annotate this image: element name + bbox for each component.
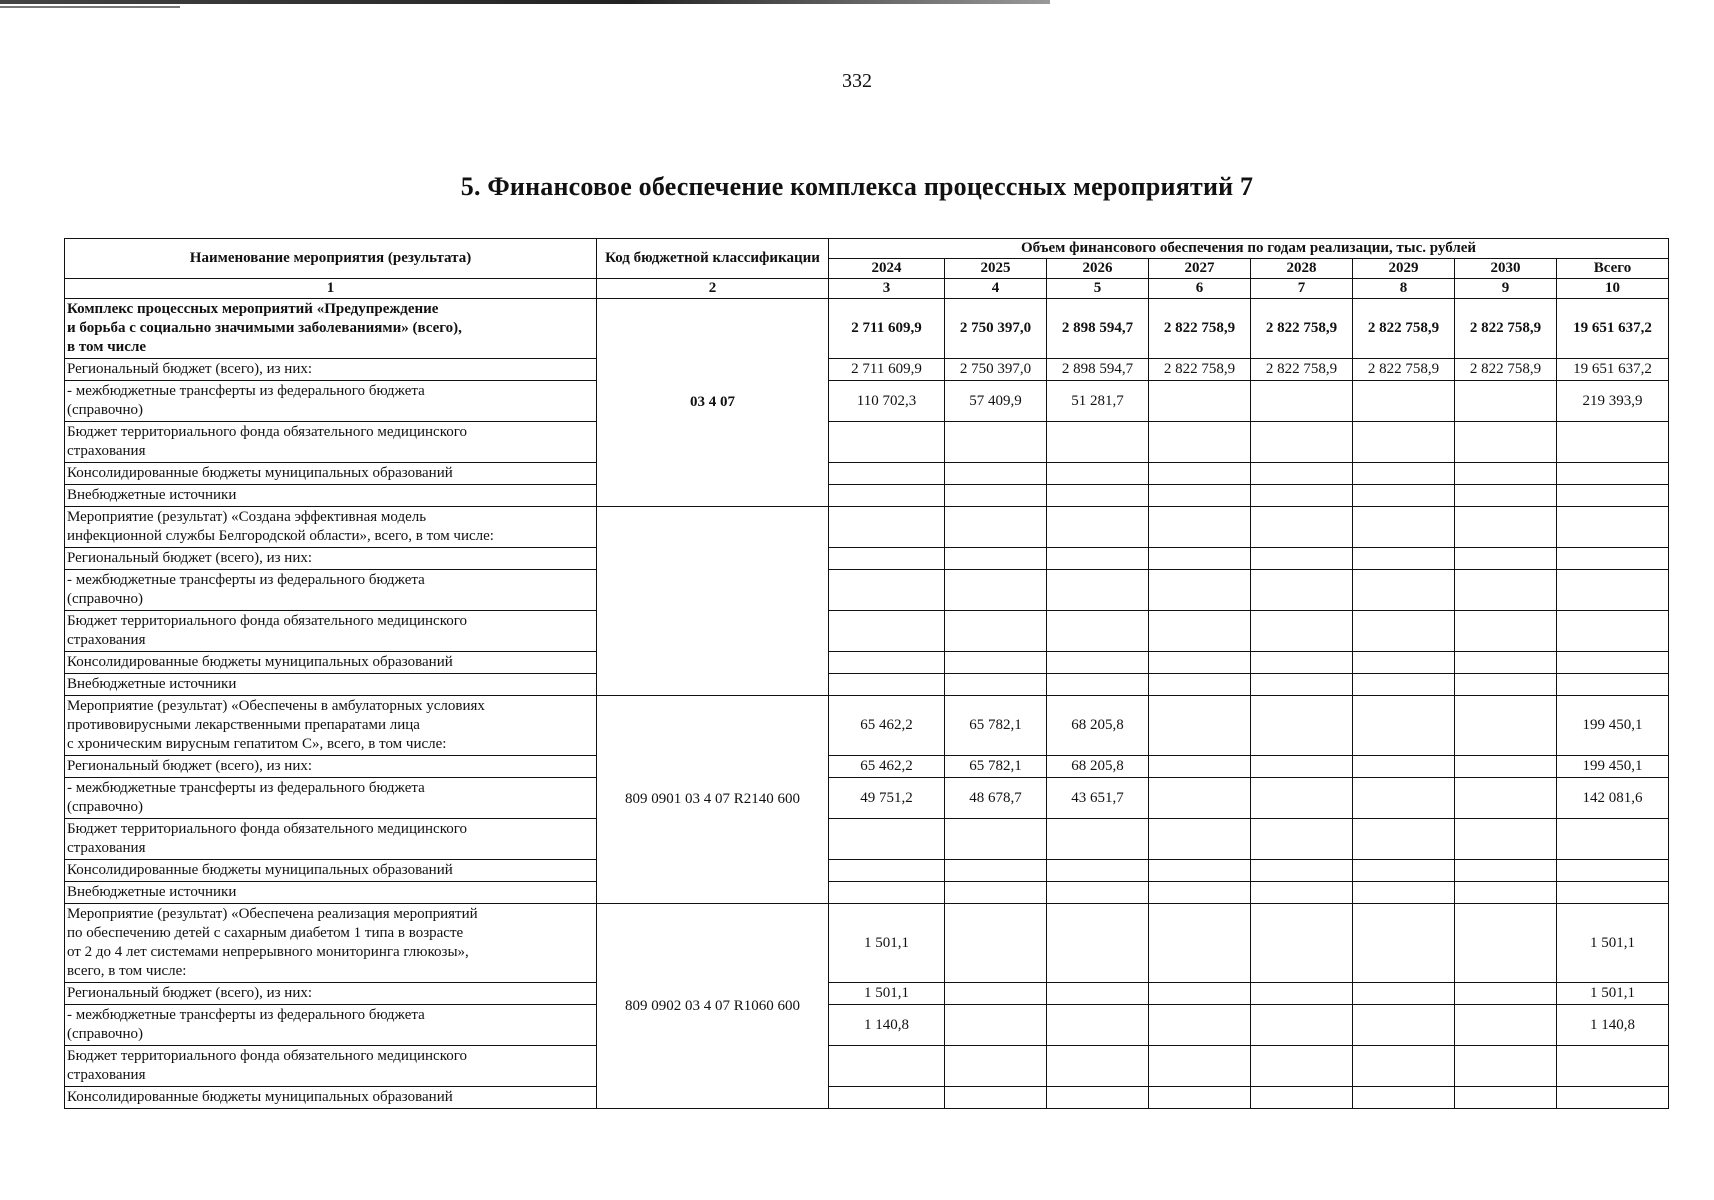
column-index: 10 bbox=[1557, 279, 1669, 299]
year-value bbox=[1047, 1087, 1149, 1109]
table-row bbox=[65, 904, 1669, 983]
budget-code bbox=[597, 507, 829, 696]
table-row bbox=[65, 570, 1669, 611]
year-value bbox=[829, 548, 945, 570]
financing-table bbox=[64, 238, 1669, 1109]
year-value bbox=[829, 507, 945, 548]
year-value bbox=[829, 652, 945, 674]
year-value: 2 822 758,9 bbox=[1149, 299, 1251, 359]
column-index: 9 bbox=[1455, 279, 1557, 299]
year-value bbox=[1251, 570, 1353, 611]
table-row bbox=[65, 860, 1669, 882]
year-value: 2 822 758,9 bbox=[1455, 359, 1557, 381]
table-row bbox=[65, 756, 1669, 778]
table-row bbox=[65, 507, 1669, 548]
year-value bbox=[1047, 652, 1149, 674]
row-name: Мероприятие (результат) «Обеспечена реализация мероприятий по обеспечению детей с сахарным диабетом 1 типа в возрасте от 2 до 4 лет системами непрерывного мониторинга глюкозы», всего, в том числе: bbox=[65, 904, 597, 983]
year-value bbox=[1047, 904, 1149, 983]
year-value bbox=[945, 882, 1047, 904]
row-name: Консолидированные бюджеты муниципальных образований bbox=[65, 652, 597, 674]
total-value bbox=[1557, 463, 1669, 485]
table-row bbox=[65, 1046, 1669, 1087]
year-value bbox=[1149, 696, 1251, 756]
year-value bbox=[1251, 463, 1353, 485]
column-index: 7 bbox=[1251, 279, 1353, 299]
year-value bbox=[1455, 882, 1557, 904]
year-value bbox=[1251, 422, 1353, 463]
year-value bbox=[1353, 674, 1455, 696]
column-index: 4 bbox=[945, 279, 1047, 299]
year-value bbox=[1251, 507, 1353, 548]
year-value bbox=[1251, 778, 1353, 819]
year-value: 2 822 758,9 bbox=[1149, 359, 1251, 381]
year-value bbox=[1353, 611, 1455, 652]
row-name: Бюджет территориального фонда обязательного медицинского страхования bbox=[65, 422, 597, 463]
total-value: 1 501,1 bbox=[1557, 904, 1669, 983]
year-value bbox=[945, 819, 1047, 860]
year-value bbox=[1149, 983, 1251, 1005]
year-value: 2 822 758,9 bbox=[1353, 299, 1455, 359]
year-value bbox=[945, 548, 1047, 570]
row-name: Комплекс процессных мероприятий «Предупреждение и борьба с социально значимыми заболеваниями» (всего), в том числе bbox=[65, 299, 597, 359]
scan-top-border-thin bbox=[0, 6, 180, 8]
total-value bbox=[1557, 1046, 1669, 1087]
year-value bbox=[829, 570, 945, 611]
table-row bbox=[65, 1087, 1669, 1109]
year-value bbox=[1149, 548, 1251, 570]
year-value bbox=[1455, 756, 1557, 778]
year-value bbox=[945, 611, 1047, 652]
row-name: Консолидированные бюджеты муниципальных образований bbox=[65, 463, 597, 485]
total-value bbox=[1557, 570, 1669, 611]
row-name: Региональный бюджет (всего), из них: bbox=[65, 548, 597, 570]
year-value: 1 501,1 bbox=[829, 904, 945, 983]
year-value bbox=[1251, 485, 1353, 507]
header-year: 2029 bbox=[1353, 259, 1455, 279]
year-value bbox=[1149, 1046, 1251, 1087]
year-value bbox=[1251, 819, 1353, 860]
year-value bbox=[1047, 548, 1149, 570]
year-value bbox=[829, 463, 945, 485]
year-value bbox=[1149, 463, 1251, 485]
row-name: - межбюджетные трансферты из федерального бюджета (справочно) bbox=[65, 570, 597, 611]
year-value: 68 205,8 bbox=[1047, 696, 1149, 756]
year-value bbox=[1353, 381, 1455, 422]
row-name: Бюджет территориального фонда обязательного медицинского страхования bbox=[65, 611, 597, 652]
total-value: 142 081,6 bbox=[1557, 778, 1669, 819]
year-value: 65 782,1 bbox=[945, 696, 1047, 756]
year-value bbox=[829, 1087, 945, 1109]
total-value bbox=[1557, 819, 1669, 860]
year-value bbox=[1455, 696, 1557, 756]
year-value: 48 678,7 bbox=[945, 778, 1047, 819]
column-index: 1 bbox=[65, 279, 597, 299]
total-value bbox=[1557, 860, 1669, 882]
year-value bbox=[1455, 507, 1557, 548]
year-value bbox=[1149, 422, 1251, 463]
year-value bbox=[1047, 570, 1149, 611]
total-value bbox=[1557, 674, 1669, 696]
year-value: 68 205,8 bbox=[1047, 756, 1149, 778]
year-value bbox=[1455, 611, 1557, 652]
year-value bbox=[1047, 983, 1149, 1005]
row-name: - межбюджетные трансферты из федерального бюджета (справочно) bbox=[65, 381, 597, 422]
row-name: Внебюджетные источники bbox=[65, 485, 597, 507]
year-value bbox=[1047, 860, 1149, 882]
year-value bbox=[1353, 983, 1455, 1005]
year-value bbox=[1047, 507, 1149, 548]
table-row bbox=[65, 1005, 1669, 1046]
page-number: 332 bbox=[842, 70, 872, 92]
year-value: 2 750 397,0 bbox=[945, 359, 1047, 381]
year-value bbox=[945, 570, 1047, 611]
year-value bbox=[1353, 570, 1455, 611]
year-value bbox=[945, 652, 1047, 674]
year-value bbox=[1455, 548, 1557, 570]
year-value: 65 462,2 bbox=[829, 756, 945, 778]
year-value bbox=[1455, 485, 1557, 507]
total-value: 219 393,9 bbox=[1557, 381, 1669, 422]
year-value: 2 822 758,9 bbox=[1455, 299, 1557, 359]
year-value bbox=[829, 422, 945, 463]
year-value bbox=[1455, 422, 1557, 463]
year-value bbox=[1149, 819, 1251, 860]
year-value bbox=[1251, 860, 1353, 882]
year-value bbox=[1047, 1005, 1149, 1046]
year-value: 2 898 594,7 bbox=[1047, 299, 1149, 359]
year-value: 49 751,2 bbox=[829, 778, 945, 819]
year-value: 65 462,2 bbox=[829, 696, 945, 756]
column-index: 6 bbox=[1149, 279, 1251, 299]
year-value bbox=[1353, 507, 1455, 548]
total-value bbox=[1557, 422, 1669, 463]
year-value bbox=[1149, 507, 1251, 548]
year-value bbox=[1047, 882, 1149, 904]
table-row bbox=[65, 548, 1669, 570]
row-name: Мероприятие (результат) «Обеспечены в амбулаторных условиях противовирусными лекарственными препаратами лица с хроническим вирусным гепатитом С», всего, в том числе: bbox=[65, 696, 597, 756]
year-value bbox=[1251, 983, 1353, 1005]
year-value bbox=[1353, 778, 1455, 819]
year-value bbox=[945, 485, 1047, 507]
year-value bbox=[1251, 1005, 1353, 1046]
year-value bbox=[1353, 696, 1455, 756]
total-value bbox=[1557, 507, 1669, 548]
year-value: 1 501,1 bbox=[829, 983, 945, 1005]
year-value: 51 281,7 bbox=[1047, 381, 1149, 422]
total-value bbox=[1557, 1087, 1669, 1109]
year-value bbox=[829, 485, 945, 507]
year-value bbox=[1353, 882, 1455, 904]
total-value: 1 140,8 bbox=[1557, 1005, 1669, 1046]
year-value bbox=[1455, 860, 1557, 882]
year-value bbox=[1251, 696, 1353, 756]
year-value bbox=[945, 860, 1047, 882]
year-value bbox=[1353, 422, 1455, 463]
year-value bbox=[1251, 882, 1353, 904]
year-value bbox=[1251, 611, 1353, 652]
year-value bbox=[1353, 860, 1455, 882]
year-value: 43 651,7 bbox=[1047, 778, 1149, 819]
year-value: 2 822 758,9 bbox=[1251, 359, 1353, 381]
year-value bbox=[1149, 674, 1251, 696]
year-value bbox=[1149, 652, 1251, 674]
year-value bbox=[945, 904, 1047, 983]
year-value bbox=[1149, 904, 1251, 983]
year-value: 1 140,8 bbox=[829, 1005, 945, 1046]
table-row bbox=[65, 611, 1669, 652]
table-row bbox=[65, 882, 1669, 904]
total-value bbox=[1557, 548, 1669, 570]
header-year: 2025 bbox=[945, 259, 1047, 279]
total-value bbox=[1557, 882, 1669, 904]
header-year: 2026 bbox=[1047, 259, 1149, 279]
column-index: 2 bbox=[597, 279, 829, 299]
table-row bbox=[65, 674, 1669, 696]
row-name: Региональный бюджет (всего), из них: bbox=[65, 359, 597, 381]
row-name: Внебюджетные источники bbox=[65, 674, 597, 696]
header-year: 2027 bbox=[1149, 259, 1251, 279]
year-value bbox=[945, 463, 1047, 485]
year-value: 2 822 758,9 bbox=[1353, 359, 1455, 381]
year-value: 2 822 758,9 bbox=[1251, 299, 1353, 359]
column-index: 5 bbox=[1047, 279, 1149, 299]
year-value bbox=[1149, 860, 1251, 882]
total-value: 19 651 637,2 bbox=[1557, 359, 1669, 381]
budget-code: 809 0901 03 4 07 R2140 600 bbox=[597, 696, 829, 904]
year-value bbox=[1149, 570, 1251, 611]
row-name: Внебюджетные источники bbox=[65, 882, 597, 904]
year-value bbox=[1047, 674, 1149, 696]
column-index-row bbox=[65, 279, 1669, 299]
table-row bbox=[65, 983, 1669, 1005]
year-value bbox=[945, 1046, 1047, 1087]
row-name: - межбюджетные трансферты из федерального бюджета (справочно) bbox=[65, 778, 597, 819]
year-value bbox=[1455, 778, 1557, 819]
table-row bbox=[65, 778, 1669, 819]
year-value bbox=[829, 882, 945, 904]
year-value bbox=[1455, 570, 1557, 611]
year-value bbox=[1149, 611, 1251, 652]
year-value bbox=[1455, 652, 1557, 674]
year-value bbox=[1251, 381, 1353, 422]
year-value bbox=[945, 507, 1047, 548]
year-value bbox=[1047, 1046, 1149, 1087]
year-value bbox=[1353, 1087, 1455, 1109]
year-value bbox=[1149, 1005, 1251, 1046]
year-value bbox=[1455, 1087, 1557, 1109]
table-row bbox=[65, 696, 1669, 756]
year-value bbox=[1455, 1046, 1557, 1087]
year-value bbox=[1353, 548, 1455, 570]
year-value bbox=[1353, 756, 1455, 778]
year-value bbox=[1353, 652, 1455, 674]
total-value bbox=[1557, 485, 1669, 507]
total-value bbox=[1557, 611, 1669, 652]
year-value bbox=[1251, 904, 1353, 983]
total-value bbox=[1557, 652, 1669, 674]
column-index: 8 bbox=[1353, 279, 1455, 299]
year-value bbox=[829, 1046, 945, 1087]
table-body bbox=[65, 299, 1669, 1109]
year-value bbox=[1149, 1087, 1251, 1109]
header-year: 2028 bbox=[1251, 259, 1353, 279]
year-value: 2 711 609,9 bbox=[829, 359, 945, 381]
table-row bbox=[65, 422, 1669, 463]
row-name: Бюджет территориального фонда обязательного медицинского страхования bbox=[65, 819, 597, 860]
year-value: 2 750 397,0 bbox=[945, 299, 1047, 359]
row-name: - межбюджетные трансферты из федерального бюджета (справочно) bbox=[65, 1005, 597, 1046]
year-value bbox=[1251, 548, 1353, 570]
year-value: 57 409,9 bbox=[945, 381, 1047, 422]
row-name: Бюджет территориального фонда обязательного медицинского страхования bbox=[65, 1046, 597, 1087]
year-value bbox=[1353, 819, 1455, 860]
year-value bbox=[1047, 422, 1149, 463]
row-name: Региональный бюджет (всего), из них: bbox=[65, 756, 597, 778]
year-value bbox=[1149, 485, 1251, 507]
total-value: 19 651 637,2 bbox=[1557, 299, 1669, 359]
year-value bbox=[1047, 611, 1149, 652]
year-value bbox=[1455, 381, 1557, 422]
year-value: 110 702,3 bbox=[829, 381, 945, 422]
year-value bbox=[1455, 463, 1557, 485]
year-value: 2 711 609,9 bbox=[829, 299, 945, 359]
header-year: 2030 bbox=[1455, 259, 1557, 279]
year-value bbox=[1149, 882, 1251, 904]
table-row bbox=[65, 463, 1669, 485]
total-value: 1 501,1 bbox=[1557, 983, 1669, 1005]
year-value bbox=[1353, 1046, 1455, 1087]
year-value bbox=[829, 674, 945, 696]
year-value bbox=[1353, 463, 1455, 485]
year-value bbox=[829, 819, 945, 860]
row-name: Консолидированные бюджеты муниципальных образований bbox=[65, 1087, 597, 1109]
year-value: 65 782,1 bbox=[945, 756, 1047, 778]
row-name: Мероприятие (результат) «Создана эффективная модель инфекционной службы Белгородской области», всего, в том числе: bbox=[65, 507, 597, 548]
year-value bbox=[1353, 1005, 1455, 1046]
table-row bbox=[65, 819, 1669, 860]
year-value bbox=[945, 983, 1047, 1005]
year-value: 2 898 594,7 bbox=[1047, 359, 1149, 381]
table-row bbox=[65, 359, 1669, 381]
year-value bbox=[1455, 1005, 1557, 1046]
year-value bbox=[1455, 674, 1557, 696]
header-name: Наименование мероприятия (результата) bbox=[65, 239, 597, 279]
total-value: 199 450,1 bbox=[1557, 696, 1669, 756]
year-value bbox=[829, 860, 945, 882]
header-year: 2024 bbox=[829, 259, 945, 279]
year-value bbox=[1251, 1087, 1353, 1109]
year-value bbox=[1353, 485, 1455, 507]
year-value bbox=[945, 1005, 1047, 1046]
year-value bbox=[1455, 904, 1557, 983]
year-value bbox=[1149, 381, 1251, 422]
year-value bbox=[1149, 756, 1251, 778]
header-code: Код бюджетной классификации bbox=[597, 239, 829, 279]
scan-top-border bbox=[0, 0, 1050, 4]
year-value bbox=[1251, 756, 1353, 778]
year-value bbox=[1251, 674, 1353, 696]
document-title: 5. Финансовое обеспечение комплекса процессных мероприятий 7 bbox=[460, 172, 1254, 201]
table-row bbox=[65, 485, 1669, 507]
year-value bbox=[945, 674, 1047, 696]
year-value bbox=[1353, 904, 1455, 983]
header-volume: Объем финансового обеспечения по годам реализации, тыс. рублей bbox=[829, 239, 1669, 259]
year-value bbox=[829, 611, 945, 652]
row-name: Региональный бюджет (всего), из них: bbox=[65, 983, 597, 1005]
year-value bbox=[1149, 778, 1251, 819]
year-value bbox=[945, 1087, 1047, 1109]
year-value bbox=[1047, 463, 1149, 485]
budget-code: 03 4 07 bbox=[597, 299, 829, 507]
row-name: Консолидированные бюджеты муниципальных образований bbox=[65, 860, 597, 882]
year-value bbox=[1047, 819, 1149, 860]
budget-code: 809 0902 03 4 07 R1060 600 bbox=[597, 904, 829, 1109]
table-row bbox=[65, 652, 1669, 674]
year-value bbox=[945, 422, 1047, 463]
table-row bbox=[65, 299, 1669, 359]
column-index: 3 bbox=[829, 279, 945, 299]
header-total: Всего bbox=[1557, 259, 1669, 279]
year-value bbox=[1455, 983, 1557, 1005]
year-value bbox=[1251, 652, 1353, 674]
year-value bbox=[1047, 485, 1149, 507]
year-value bbox=[1455, 819, 1557, 860]
total-value: 199 450,1 bbox=[1557, 756, 1669, 778]
table-row bbox=[65, 381, 1669, 422]
year-value bbox=[1251, 1046, 1353, 1087]
